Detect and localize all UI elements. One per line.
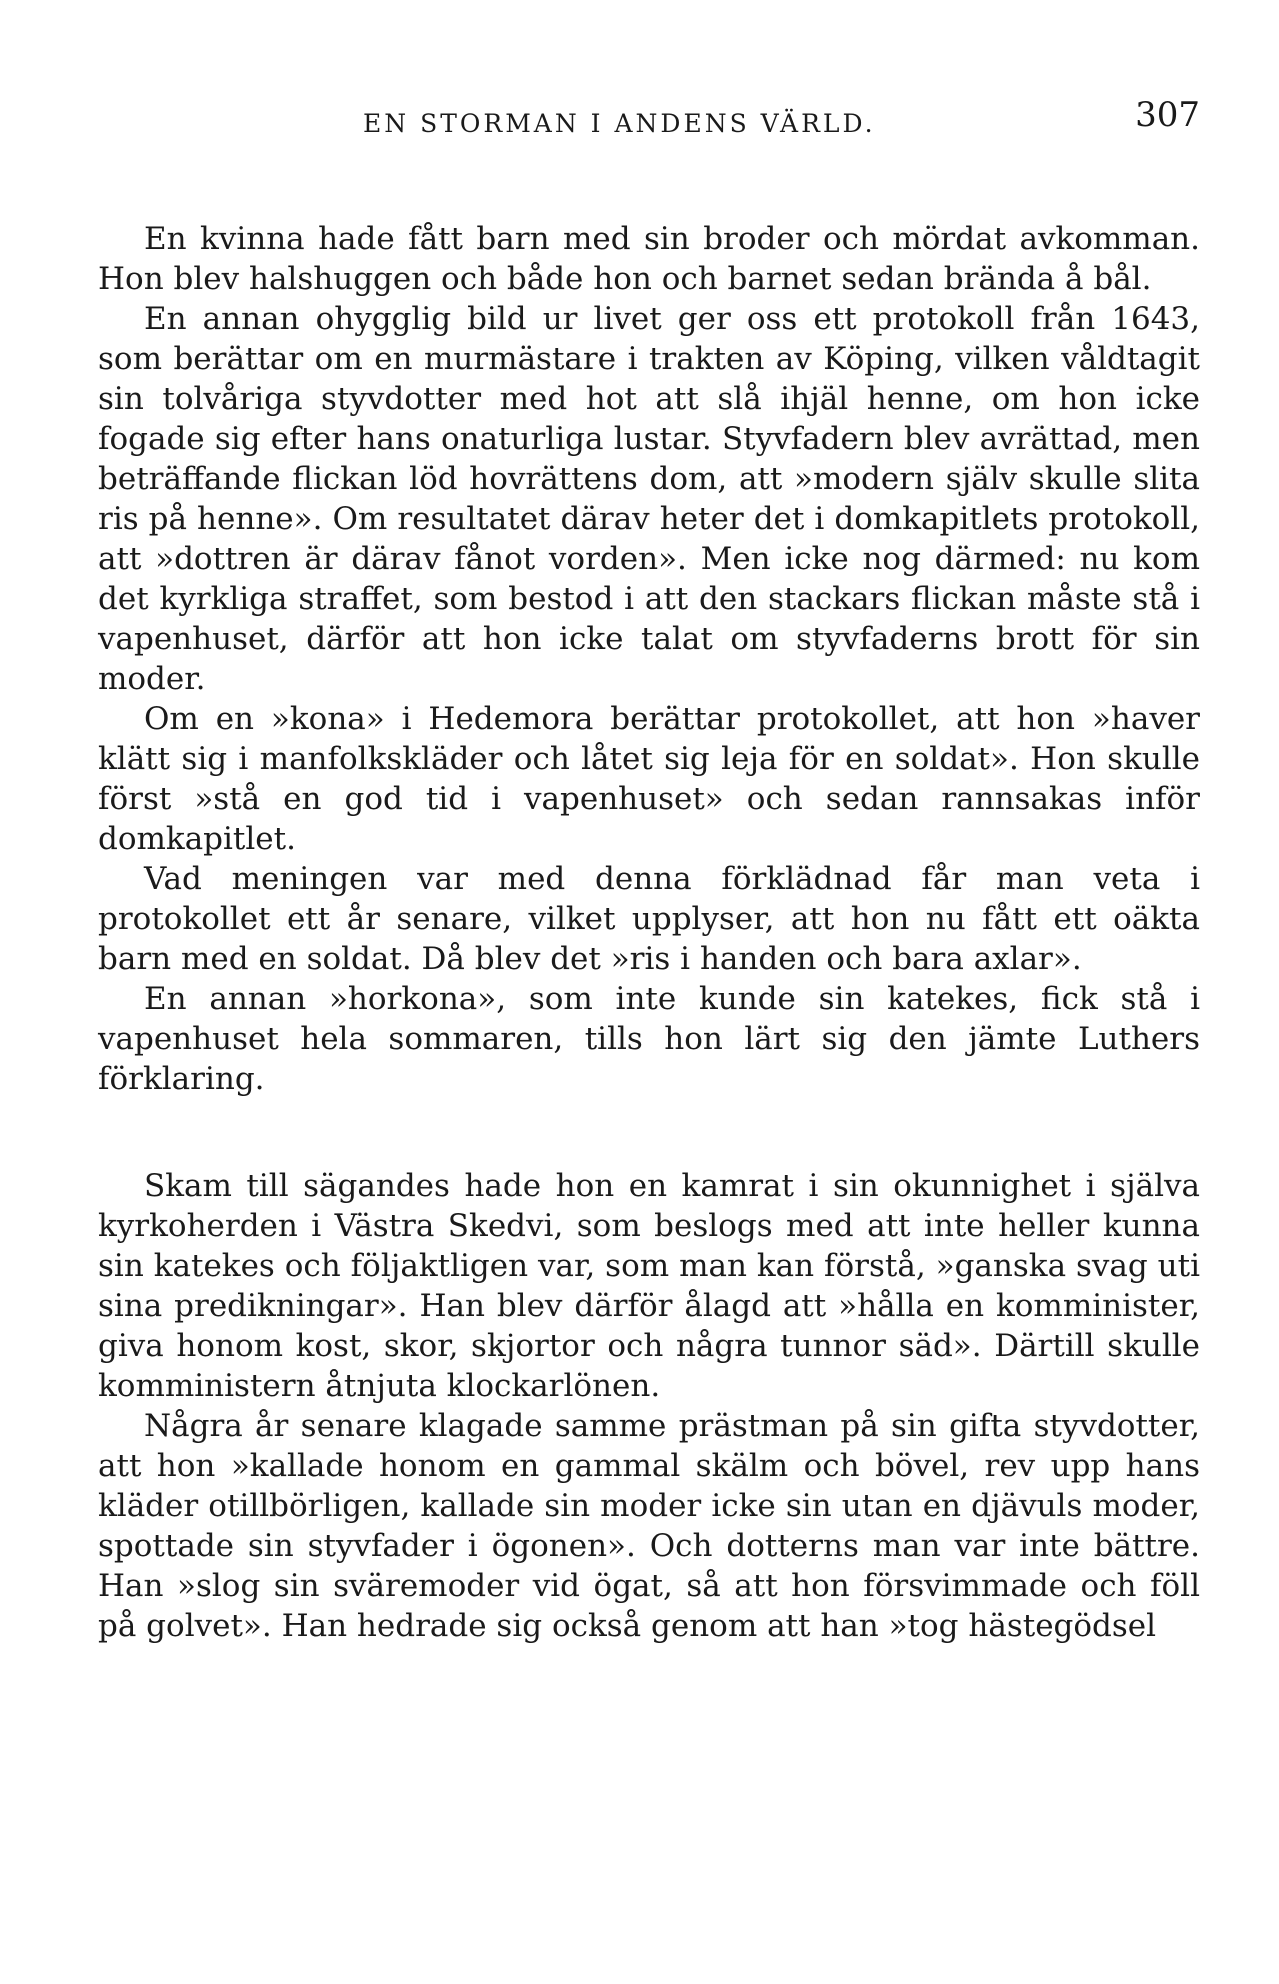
- book-page: [98, 95, 1200, 1646]
- paragraph: En annan »horkona», som inte kunde sin katekes, fick stå i vapenhuset hela sommaren, tills hon lärt sig den jämte Luthers förklaring.: [98, 981, 1200, 1097]
- running-head: [98, 95, 1200, 155]
- paragraph: Några år senare klagade samme prästman på sin gifta styvdotter, att hon »kallade honom en gammal skälm och bövel, rev upp hans kläder otillbörligen, kallade sin moder icke sin utan en djävuls moder, spottade sin styvfader i ögonen». Och dotterns man var inte bättre. Han »slog sin sväremoder vid ögat, så att hon försvimmade och föll på golvet». Han hedrade sig också genom att han »tog hästegödsel: [98, 1408, 1200, 1644]
- section-gap: [98, 1099, 1200, 1166]
- paragraph: Om en »kona» i Hedemora berättar protokollet, att hon »haver klätt sig i manfolkskläder och låtet sig leja för en soldat». Hon skulle först »stå en god tid i vapenhuset» och sedan rannsakas inför domkapitlet.: [98, 701, 1200, 857]
- page-number: 307: [1135, 95, 1200, 135]
- paragraph: En annan ohygglig bild ur livet ger oss ett protokoll från 1643, som berättar om en murmästare i trakten av Köping, vilken våldtagit sin tolvåriga styvdotter med hot att slå ihjäl henne, om hon icke fogade sig efter hans onaturliga lustar. Styvfadern blev avrättad, men beträffande flickan löd hovrättens dom, att »modern själv skulle slita ris på henne». Om resultatet därav heter det i domkapitlets protokoll, att »dottren är därav fånot vorden». Men icke nog därmed: nu kom det kyrkliga straffet, som bestod i att den stackars flickan måste stå i vapenhuset, därför att hon icke talat om styvfaderns brott för sin moder.: [98, 301, 1200, 697]
- body-text: [98, 219, 1200, 1646]
- paragraph: En kvinna hade fått barn med sin broder och mördat avkomman. Hon blev halshuggen och både hon och barnet sedan brända å bål.: [98, 221, 1200, 297]
- paragraph: Vad meningen var med denna förklädnad får man veta i protokollet ett år senare, vilket upplyser, att hon nu fått ett oäkta barn med en soldat. Då blev det »ris i handen och bara axlar».: [98, 861, 1200, 977]
- paragraph: Skam till sägandes hade hon en kamrat i sin okunnighet i själva kyrkoherden i Västra Skedvi, som beslogs med att inte heller kunna sin katekes och följaktligen var, som man kan förstå, »ganska svag uti sina predikningar». Han blev därför ålagd att »hålla en komminister, giva honom kost, skor, skjortor och några tunnor säd». Därtill skulle komministern åtnjuta klockarlönen.: [98, 1168, 1200, 1404]
- running-title: EN STORMAN I ANDENS VÄRLD.: [363, 109, 876, 138]
